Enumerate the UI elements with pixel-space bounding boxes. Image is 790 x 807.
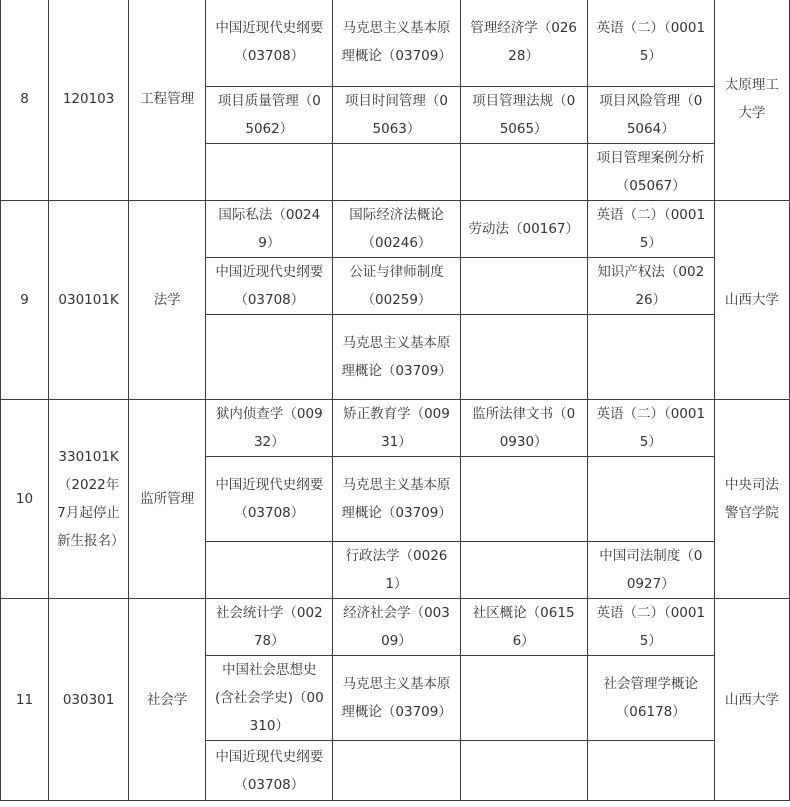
course-text: 英语（二）（00015） (596, 605, 706, 649)
course-cell (460, 0, 587, 87)
program-name-cell (129, 400, 206, 599)
course-cell (460, 87, 587, 144)
course-cell (587, 542, 714, 599)
course-text: 项目管理法规（05065） (472, 93, 576, 137)
course-cell (333, 741, 460, 801)
university-name: 山西大学 (724, 292, 779, 308)
course-cell (460, 599, 587, 656)
program-name-cell (129, 599, 206, 801)
program-code: 330101K（2022年7月起停止新生报名） (57, 449, 125, 549)
course-text: 国际私法（00249） (218, 207, 321, 251)
course-cell (333, 457, 460, 542)
course-cell (587, 315, 714, 400)
course-cell (206, 542, 333, 599)
course-text: 中国近现代史纲要（03708） (215, 477, 324, 521)
course-cell (333, 315, 460, 400)
university-cell (714, 599, 789, 801)
course-cell (206, 741, 333, 801)
university-name: 中央司法警官学院 (724, 477, 779, 521)
course-cell (333, 87, 460, 144)
course-cell (206, 0, 333, 87)
course-cell (333, 400, 460, 457)
course-cell (587, 0, 714, 87)
course-cell (587, 201, 714, 258)
course-cell (587, 258, 714, 315)
course-text: 行政法学（00261） (345, 548, 448, 592)
course-text: 国际经济法概论（00246） (349, 207, 444, 251)
course-text: 社会管理学概论（06178） (603, 676, 699, 720)
course-cell (333, 599, 460, 656)
course-text: 狱内侦查学（00932） (215, 406, 323, 450)
course-text: 公证与律师制度（00259） (349, 264, 444, 308)
course-cell (206, 599, 333, 656)
program-number-cell (1, 201, 49, 400)
program-code-cell (49, 599, 129, 801)
program-code: 030101K (58, 292, 119, 308)
program-code-cell (49, 0, 129, 201)
course-cell (206, 144, 333, 201)
university-cell (714, 201, 789, 400)
course-text: 矫正教育学（00931） (343, 406, 450, 450)
course-cell (206, 258, 333, 315)
course-cell (587, 400, 714, 457)
program-number-cell (1, 599, 49, 801)
exam-plan-body (1, 0, 790, 801)
course-cell (206, 87, 333, 144)
course-text: 中国社会思想史(含社会学史)（00310） (214, 662, 324, 734)
course-cell (206, 457, 333, 542)
program-code-cell (49, 201, 129, 400)
course-cell (587, 87, 714, 144)
course-cell (460, 315, 587, 400)
program-number: 11 (15, 691, 34, 708)
course-cell (587, 457, 714, 542)
program-name: 监所管理 (140, 491, 195, 507)
course-cell (206, 656, 333, 741)
course-text: 劳动法（00167） (468, 221, 579, 237)
program-number-cell (1, 400, 49, 599)
course-text: 社会统计学（00278） (215, 605, 323, 649)
course-text: 中国近现代史纲要（03708） (215, 264, 324, 308)
course-text: 管理经济学（02628） (470, 19, 578, 64)
course-cell (460, 400, 587, 457)
course-text: 项目时间管理（05063） (344, 93, 449, 137)
course-text: 中国司法制度（00927） (599, 548, 703, 592)
table-row (1, 599, 790, 656)
program-name: 工程管理 (140, 90, 195, 107)
course-text: 马克思主义基本原理概论（03709） (341, 477, 452, 521)
program-number-cell (1, 0, 49, 201)
course-cell (206, 315, 333, 400)
course-text: 马克思主义基本原理概论（03709） (341, 335, 452, 379)
course-cell (460, 741, 587, 801)
course-cell (333, 201, 460, 258)
course-cell (333, 258, 460, 315)
course-cell (587, 741, 714, 801)
course-cell (460, 656, 587, 741)
university-cell (714, 400, 789, 599)
course-text: 社区概论（06156） (472, 605, 575, 649)
course-text: 英语（二）（00015） (596, 19, 706, 64)
university-name: 太原理工大学 (724, 76, 779, 121)
program-code: 120103 (62, 90, 115, 107)
course-cell (587, 144, 714, 201)
course-cell (333, 144, 460, 201)
program-code-cell (49, 400, 129, 599)
course-text: 中国近现代史纲要（03708） (215, 19, 324, 64)
course-text: 英语（二）（00015） (596, 406, 706, 450)
program-code: 030301 (62, 691, 115, 708)
course-text: 项目质量管理（05062） (217, 93, 321, 137)
course-text: 项目管理案例分析（05067） (596, 150, 705, 194)
program-number: 10 (15, 491, 34, 507)
course-cell (333, 656, 460, 741)
course-cell (587, 656, 714, 741)
course-text: 英语（二）（00015） (596, 207, 706, 251)
course-cell (333, 0, 460, 87)
university-name: 山西大学 (724, 691, 779, 708)
table-row (1, 0, 790, 87)
program-number: 9 (20, 292, 29, 308)
course-text: 知识产权法（00226） (597, 264, 705, 308)
program-name: 法学 (153, 292, 181, 308)
program-name: 社会学 (146, 691, 188, 708)
course-text: 马克思主义基本原理概论（03709） (341, 676, 452, 720)
program-name-cell (129, 201, 206, 400)
course-text: 马克思主义基本原理概论（03709） (341, 19, 452, 64)
course-text: 经济社会学（00309） (343, 605, 450, 649)
course-text: 监所法律文书（00930） (472, 406, 576, 450)
course-cell (460, 457, 587, 542)
course-cell (206, 400, 333, 457)
table-row (1, 201, 790, 258)
university-cell (714, 0, 789, 201)
course-cell (587, 599, 714, 656)
course-cell (206, 201, 333, 258)
program-number: 8 (20, 90, 29, 107)
course-cell (333, 542, 460, 599)
course-text: 项目风险管理（05064） (599, 93, 703, 137)
table-row (1, 400, 790, 457)
course-cell (460, 201, 587, 258)
course-cell (460, 144, 587, 201)
course-text: 中国近现代史纲要（03708） (215, 748, 324, 793)
course-cell (460, 258, 587, 315)
program-name-cell (129, 0, 206, 201)
course-cell (460, 542, 587, 599)
